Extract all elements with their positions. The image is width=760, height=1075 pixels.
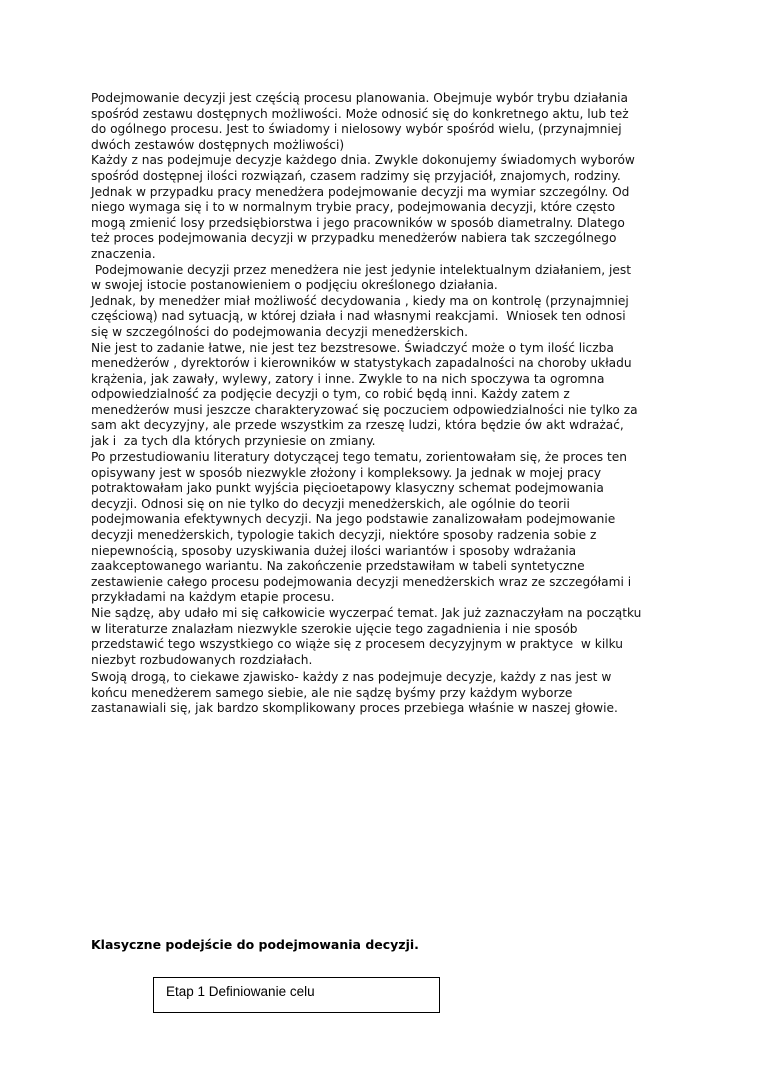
section-heading: Klasyczne podejście do podejmowania decyzji.: [91, 937, 419, 952]
paragraph-closing: Swoją drogą, to ciekawe zjawisko- każdy z nas podejmuje decyzje, każdy z nas jest w końcu menedżerem samego siebie, ale nie sądzę byśmy przy każdym wyborze zastanawiali się, jak bardzo skomplikowany proces przebiega właśnie w naszej głowie.: [91, 670, 618, 716]
stage-table-cell: [153, 977, 440, 1013]
stage-label: Etap 1 Definiowanie celu: [166, 984, 315, 999]
paragraph-literature: Po przestudiowaniu literatury dotyczącej tego tematu, zorientowałam się, że proces ten opisywany jest w sposób niezwykle złożony i kompleksowy. Ja jednak w mojej pracy potraktowałam jako punkt wyjścia pięcioetapowy klasyczny schemat podejmowania decyzji. Odnosi się on nie tylko do decyzji menedżerskich, ale ogólnie do teorii podejmowania efektywnych decyzji. Na jego podstawie zanalizowałam podejmowanie decyzji menedżerskich, typologie takich decyzji, niektóre sposoby radzenia sobie z niepewnością, sposoby uzyskiwania dużej ilości wariantów i sposoby wdrażania zaakceptowanego wariantu. Na zakończenie przedstawiłam w tabeli syntetyczne zestawienie całego procesu podejmowania decyzji menedżerskich wraz ze szczegółami i przykładami na każdym etapie procesu. Nie sądzę, aby udało mi się całkowicie wyczerpać temat. Jak już zaznaczyłam na początku w literaturze znalazłam niezwykle szerokie ujęcie tego zagadnienia i nie sposób przedstawić tego wszystkiego co wiąże się z procesem decyzyjnym w praktyce w kilku niezbyt rozbudowanych rozdziałach.: [91, 450, 642, 667]
paragraph-intro: Podejmowanie decyzji jest częścią procesu planowania. Obejmuje wybór trybu działania spośród zestawu dostępnych możliwości. Może odnosić się do konkretnego aktu, lub też do ogólnego procesu. Jest to świadomy i nielosowy wybór spośród wielu, (przynajmniej dwóch zestawów dostępnych możliwości) Każdy z nas podejmuje decyzje każdego dnia. Zwykle dokonujemy świadomych wyborów spośród dostępnej ilości rozwiązań, czasem radzimy się przyjaciół, znajomych, rodziny. Jednak w przypadku pracy menedżera podejmowanie decyzji ma wymiar szczególny. Od niego wymaga się i to w normalnym trybie pracy, podejmowania decyzji, które często mogą zmienić losy przedsiębiorstwa i jego pracowników w sposób diametralny. Dlatego też proces podejmowania decyzji w przypadku menedżerów nabiera tak szczególnego znaczenia. Podejmowanie decyzji przez menedżera nie jest jedynie intelektualnym działaniem, jest w swojej istocie postanowieniem o podjęciu określonego działania. Jednak, by menedżer miał możliwość decydowania , kiedy ma on kontrolę (przynajmniej częściową) nad sytuacją, w której działa i nad własnymi reakcjami. Wniosek ten odnosi się w szczególności do podejmowania decyzji menedżerskich. Nie jest to zadanie łatwe, nie jest tez bezstresowe. Świadczyć może o tym ilość liczba menedżerów , dyrektorów i kierowników w statystykach zapadalności na choroby układu krążenia, jak zawały, wylewy, zatory i inne. Zwykle to na nich spoczywa ta ogromna odpowiedzialność za podjęcie decyzji o tym, co robić będą inni. Każdy zatem z menedżerów musi jeszcze charakteryzować się poczuciem odpowiedzialności nie tylko za sam akt decyzyjny, ale przede wszystkim za rzeszę ludzi, która będzie ów akt wdrażać, jak i za tych dla których przyniesie on zmiany.: [91, 91, 638, 449]
